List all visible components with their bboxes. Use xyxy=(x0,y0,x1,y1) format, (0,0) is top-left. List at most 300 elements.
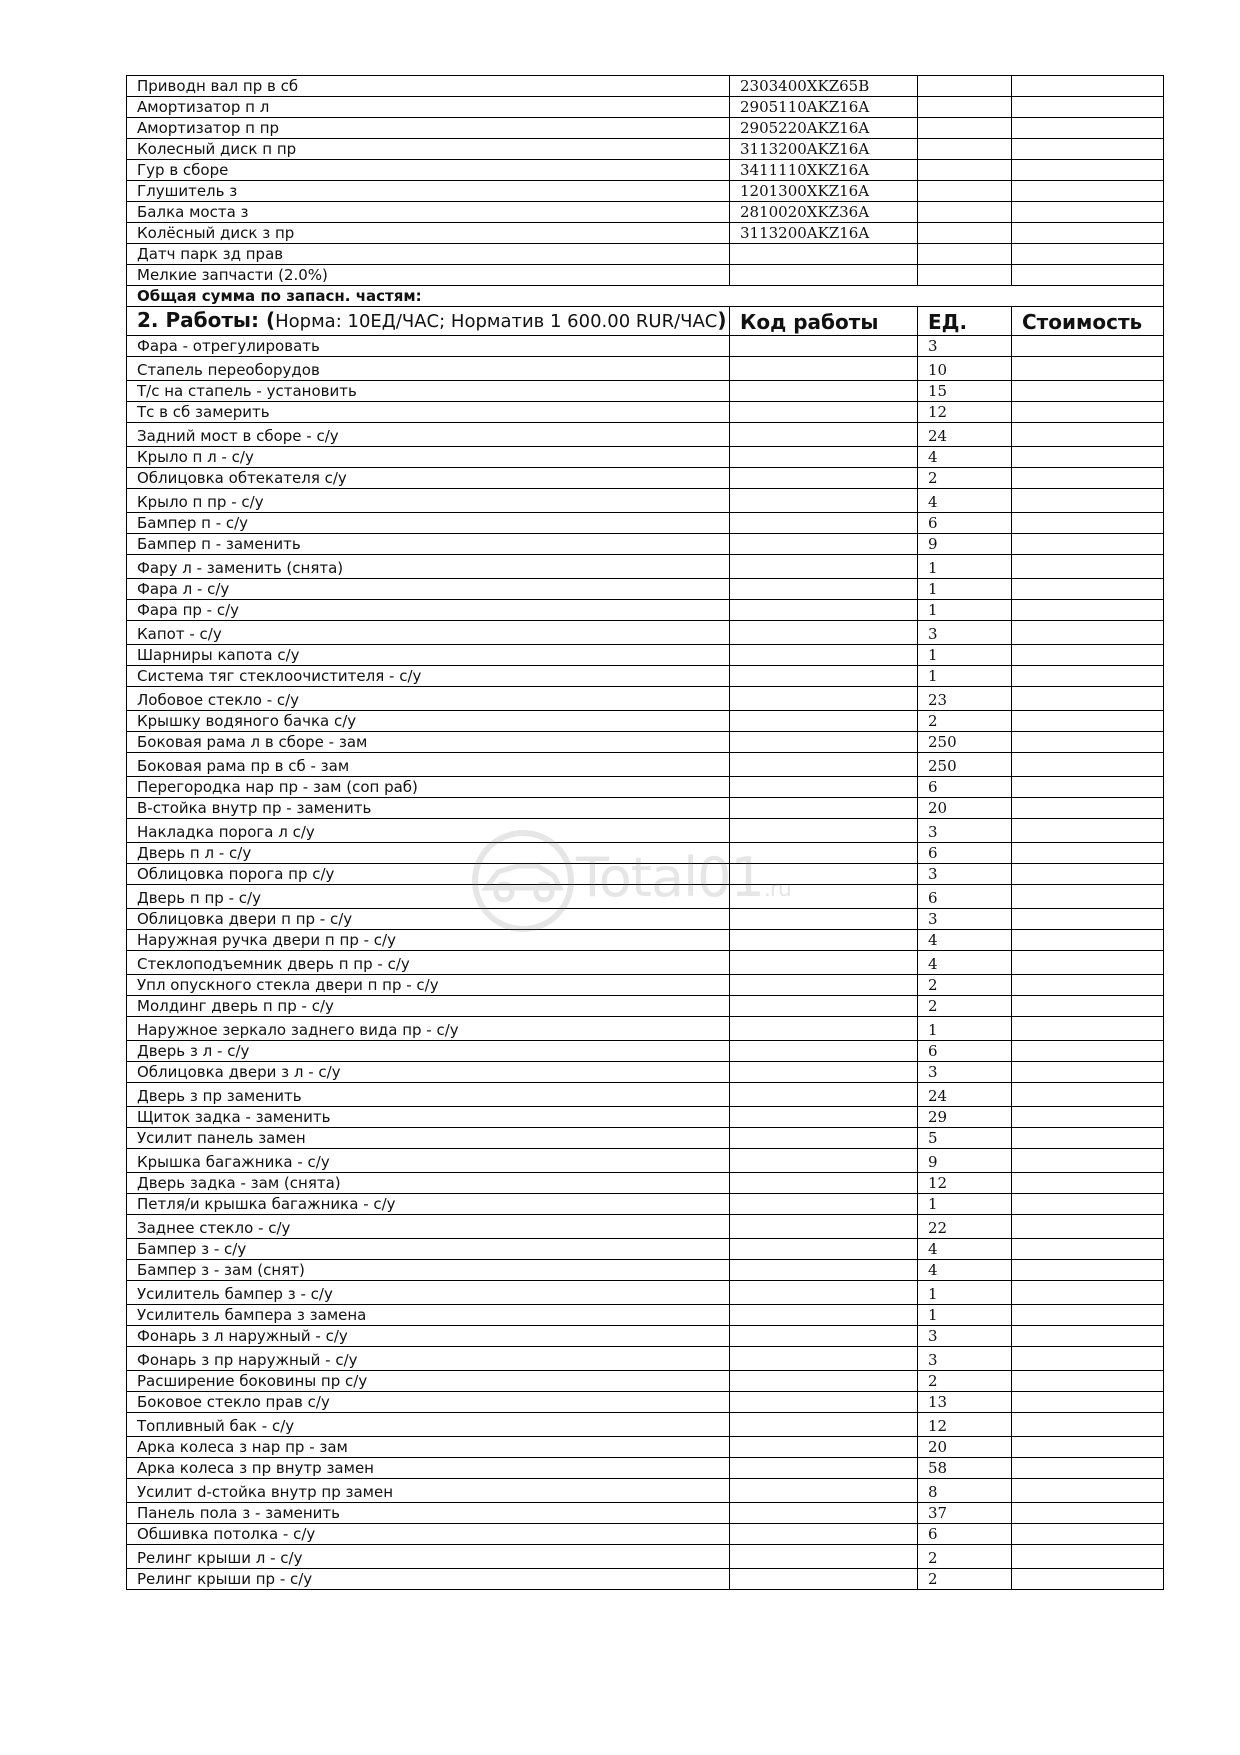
work-code xyxy=(730,885,918,909)
work-units: 2 xyxy=(918,996,1012,1017)
work-units: 1 xyxy=(918,1305,1012,1326)
work-name: Топливный бак - с/у xyxy=(127,1413,730,1437)
work-units: 2 xyxy=(918,1545,1012,1569)
work-units: 4 xyxy=(918,930,1012,951)
work-code xyxy=(730,975,918,996)
work-cost xyxy=(1012,1128,1164,1149)
work-row xyxy=(127,996,1164,1017)
work-units: 12 xyxy=(918,402,1012,423)
part-name: Мелкие запчасти (2.0%) xyxy=(127,265,730,286)
work-code xyxy=(730,843,918,864)
part-code xyxy=(730,265,918,286)
part-name: Датч парк зд прав xyxy=(127,244,730,265)
work-row xyxy=(127,1149,1164,1173)
work-name: Арка колеса з пр внутр замен xyxy=(127,1458,730,1479)
part-units xyxy=(918,118,1012,139)
work-row xyxy=(127,447,1164,468)
work-units: 6 xyxy=(918,513,1012,534)
work-row xyxy=(127,1437,1164,1458)
work-code xyxy=(730,996,918,1017)
work-cost xyxy=(1012,711,1164,732)
work-cost xyxy=(1012,402,1164,423)
work-code xyxy=(730,819,918,843)
works-header-row xyxy=(127,307,1164,336)
work-row xyxy=(127,975,1164,996)
work-row xyxy=(127,1173,1164,1194)
work-row xyxy=(127,621,1164,645)
work-code xyxy=(730,423,918,447)
work-units: 1 xyxy=(918,666,1012,687)
part-units xyxy=(918,181,1012,202)
work-cost xyxy=(1012,1215,1164,1239)
work-row xyxy=(127,777,1164,798)
part-units xyxy=(918,202,1012,223)
work-code xyxy=(730,1017,918,1041)
part-name: Колёсный диск з пр xyxy=(127,223,730,244)
work-code xyxy=(730,1128,918,1149)
works-title-close: ) xyxy=(717,308,727,332)
work-code xyxy=(730,579,918,600)
work-name: Усилит панель замен xyxy=(127,1128,730,1149)
work-units: 6 xyxy=(918,1524,1012,1545)
work-code xyxy=(730,1149,918,1173)
work-units: 3 xyxy=(918,864,1012,885)
work-code xyxy=(730,1215,918,1239)
work-units: 2 xyxy=(918,1569,1012,1590)
work-code xyxy=(730,1545,918,1569)
work-units: 4 xyxy=(918,489,1012,513)
work-units: 1 xyxy=(918,1194,1012,1215)
work-code xyxy=(730,1239,918,1260)
work-name: Дверь п л - с/у xyxy=(127,843,730,864)
work-cost xyxy=(1012,513,1164,534)
work-row xyxy=(127,843,1164,864)
work-units: 12 xyxy=(918,1173,1012,1194)
work-row xyxy=(127,1194,1164,1215)
work-code xyxy=(730,798,918,819)
watermark-brand: Total01 xyxy=(576,846,764,909)
work-row xyxy=(127,1062,1164,1083)
work-code xyxy=(730,468,918,489)
work-row xyxy=(127,1569,1164,1590)
work-row xyxy=(127,732,1164,753)
work-row xyxy=(127,1239,1164,1260)
work-row xyxy=(127,1503,1164,1524)
work-row xyxy=(127,1458,1164,1479)
work-units: 6 xyxy=(918,1041,1012,1062)
work-name: Дверь з л - с/у xyxy=(127,1041,730,1062)
work-cost xyxy=(1012,1545,1164,1569)
work-row xyxy=(127,1260,1164,1281)
work-name: Боковая рама л в сборе - зам xyxy=(127,732,730,753)
work-cost xyxy=(1012,1503,1164,1524)
work-name: Облицовка обтекателя с/у xyxy=(127,468,730,489)
work-units: 3 xyxy=(918,1326,1012,1347)
work-name: Релинг крыши л - с/у xyxy=(127,1545,730,1569)
work-name: Молдинг дверь п пр - с/у xyxy=(127,996,730,1017)
work-row xyxy=(127,885,1164,909)
work-row xyxy=(127,930,1164,951)
work-row xyxy=(127,753,1164,777)
work-name: Арка колеса з нар пр - зам xyxy=(127,1437,730,1458)
work-units: 1 xyxy=(918,600,1012,621)
part-row xyxy=(127,181,1164,202)
work-code xyxy=(730,621,918,645)
work-name: Фонарь з пр наружный - с/у xyxy=(127,1347,730,1371)
work-code xyxy=(730,1062,918,1083)
work-cost xyxy=(1012,621,1164,645)
work-cost xyxy=(1012,534,1164,555)
work-code xyxy=(730,1281,918,1305)
works-title: 2. Работы: ( xyxy=(137,308,276,332)
work-units: 6 xyxy=(918,777,1012,798)
work-cost xyxy=(1012,1569,1164,1590)
work-row xyxy=(127,357,1164,381)
work-cost xyxy=(1012,1305,1164,1326)
work-cost xyxy=(1012,1149,1164,1173)
work-row xyxy=(127,423,1164,447)
work-units: 4 xyxy=(918,1260,1012,1281)
work-row xyxy=(127,1215,1164,1239)
work-name: Усилитель бампера з замена xyxy=(127,1305,730,1326)
work-units: 9 xyxy=(918,1149,1012,1173)
part-cost xyxy=(1012,139,1164,160)
work-row xyxy=(127,1371,1164,1392)
part-cost xyxy=(1012,202,1164,223)
part-code: 2303400XKZ65B xyxy=(730,76,918,97)
work-code xyxy=(730,1371,918,1392)
work-name: Наружное зеркало заднего вида пр - с/у xyxy=(127,1017,730,1041)
work-code xyxy=(730,1437,918,1458)
work-units: 4 xyxy=(918,1239,1012,1260)
work-units: 6 xyxy=(918,885,1012,909)
work-row xyxy=(127,666,1164,687)
work-code xyxy=(730,1347,918,1371)
part-units xyxy=(918,97,1012,118)
part-row xyxy=(127,202,1164,223)
work-code xyxy=(730,336,918,357)
estimate-table xyxy=(126,75,1164,1590)
work-row xyxy=(127,1128,1164,1149)
works-title-cell xyxy=(127,307,730,336)
part-code xyxy=(730,244,918,265)
work-code xyxy=(730,1305,918,1326)
work-cost xyxy=(1012,1083,1164,1107)
work-cost xyxy=(1012,1062,1164,1083)
work-cost xyxy=(1012,600,1164,621)
work-name: Бампер з - с/у xyxy=(127,1239,730,1260)
work-units: 1 xyxy=(918,579,1012,600)
works-section xyxy=(127,336,1164,1590)
part-code: 1201300XKZ16A xyxy=(730,181,918,202)
work-name: Обшивка потолка - с/у xyxy=(127,1524,730,1545)
work-cost xyxy=(1012,336,1164,357)
work-units: 22 xyxy=(918,1215,1012,1239)
work-name: Тс в сб замерить xyxy=(127,402,730,423)
work-units: 2 xyxy=(918,468,1012,489)
work-name: Задний мост в сборе - с/у xyxy=(127,423,730,447)
work-row xyxy=(127,1083,1164,1107)
work-row xyxy=(127,1305,1164,1326)
work-cost xyxy=(1012,732,1164,753)
work-code xyxy=(730,1326,918,1347)
work-name: Стапель переоборудов xyxy=(127,357,730,381)
work-cost xyxy=(1012,864,1164,885)
work-cost xyxy=(1012,819,1164,843)
work-cost xyxy=(1012,777,1164,798)
parts-total-label: Общая сумма по запасн. частям: xyxy=(127,286,1164,307)
part-code: 3113200AKZ16A xyxy=(730,223,918,244)
work-units: 15 xyxy=(918,381,1012,402)
work-code xyxy=(730,447,918,468)
work-name: Фару л - заменить (снята) xyxy=(127,555,730,579)
work-name: Крыло п пр - с/у xyxy=(127,489,730,513)
work-cost xyxy=(1012,381,1164,402)
work-units: 12 xyxy=(918,1413,1012,1437)
part-code: 3411110XKZ16A xyxy=(730,160,918,181)
part-cost xyxy=(1012,181,1164,202)
work-code xyxy=(730,930,918,951)
work-row xyxy=(127,579,1164,600)
units-header: ЕД. xyxy=(918,307,1012,336)
part-name: Амортизатор п пр xyxy=(127,118,730,139)
work-code xyxy=(730,1524,918,1545)
work-name: Панель пола з - заменить xyxy=(127,1503,730,1524)
work-cost xyxy=(1012,489,1164,513)
work-code xyxy=(730,1194,918,1215)
work-code xyxy=(730,489,918,513)
work-row xyxy=(127,1413,1164,1437)
work-code-header: Код работы xyxy=(730,307,918,336)
work-name: В-стойка внутр пр - заменить xyxy=(127,798,730,819)
work-cost xyxy=(1012,1347,1164,1371)
work-units: 3 xyxy=(918,621,1012,645)
work-name: Наружная ручка двери п пр - с/у xyxy=(127,930,730,951)
part-name: Амортизатор п л xyxy=(127,97,730,118)
work-code xyxy=(730,600,918,621)
work-code xyxy=(730,777,918,798)
work-row xyxy=(127,819,1164,843)
work-code xyxy=(730,909,918,930)
work-code xyxy=(730,687,918,711)
work-cost xyxy=(1012,1107,1164,1128)
work-code xyxy=(730,1083,918,1107)
work-row xyxy=(127,1107,1164,1128)
work-name: Перегородка нар пр - зам (соп раб) xyxy=(127,777,730,798)
work-name: Крышка багажника - с/у xyxy=(127,1149,730,1173)
work-row xyxy=(127,798,1164,819)
work-cost xyxy=(1012,687,1164,711)
work-code xyxy=(730,732,918,753)
work-row xyxy=(127,489,1164,513)
work-name: Шарниры капота с/у xyxy=(127,645,730,666)
work-name: Облицовка двери п пр - с/у xyxy=(127,909,730,930)
work-cost xyxy=(1012,1326,1164,1347)
part-name: Гур в сборе xyxy=(127,160,730,181)
part-row xyxy=(127,76,1164,97)
work-cost xyxy=(1012,975,1164,996)
work-cost xyxy=(1012,753,1164,777)
work-units: 250 xyxy=(918,732,1012,753)
part-row xyxy=(127,160,1164,181)
part-units xyxy=(918,223,1012,244)
work-row xyxy=(127,909,1164,930)
work-row xyxy=(127,555,1164,579)
work-code xyxy=(730,1041,918,1062)
work-name: Лобовое стекло - с/у xyxy=(127,687,730,711)
work-units: 3 xyxy=(918,909,1012,930)
work-cost xyxy=(1012,909,1164,930)
work-cost xyxy=(1012,951,1164,975)
work-name: Релинг крыши пр - с/у xyxy=(127,1569,730,1590)
works-header-section xyxy=(127,307,1164,336)
work-code xyxy=(730,357,918,381)
work-units: 3 xyxy=(918,1347,1012,1371)
work-units: 3 xyxy=(918,1062,1012,1083)
work-units: 1 xyxy=(918,1017,1012,1041)
part-units xyxy=(918,244,1012,265)
work-code xyxy=(730,645,918,666)
part-code: 2905220AKZ16A xyxy=(730,118,918,139)
work-units: 29 xyxy=(918,1107,1012,1128)
work-units: 20 xyxy=(918,798,1012,819)
work-row xyxy=(127,1041,1164,1062)
work-row xyxy=(127,951,1164,975)
work-code xyxy=(730,555,918,579)
work-code xyxy=(730,666,918,687)
work-row xyxy=(127,600,1164,621)
work-code xyxy=(730,864,918,885)
work-units: 2 xyxy=(918,975,1012,996)
work-units: 13 xyxy=(918,1392,1012,1413)
work-row xyxy=(127,381,1164,402)
work-units: 5 xyxy=(918,1128,1012,1149)
work-row xyxy=(127,645,1164,666)
work-units: 23 xyxy=(918,687,1012,711)
work-cost xyxy=(1012,1524,1164,1545)
work-cost xyxy=(1012,1041,1164,1062)
part-cost xyxy=(1012,160,1164,181)
cost-header: Стоимость xyxy=(1012,307,1164,336)
work-code xyxy=(730,1107,918,1128)
work-row xyxy=(127,1545,1164,1569)
work-row xyxy=(127,864,1164,885)
work-cost xyxy=(1012,468,1164,489)
work-name: Дверь задка - зам (снята) xyxy=(127,1173,730,1194)
work-cost xyxy=(1012,843,1164,864)
work-name: Стеклоподъемник дверь п пр - с/у xyxy=(127,951,730,975)
work-code xyxy=(730,1392,918,1413)
work-name: Усилит d-стойка внутр пр замен xyxy=(127,1479,730,1503)
work-code xyxy=(730,1569,918,1590)
part-cost xyxy=(1012,244,1164,265)
work-row xyxy=(127,1524,1164,1545)
work-code xyxy=(730,534,918,555)
work-units: 4 xyxy=(918,447,1012,468)
work-name: Капот - с/у xyxy=(127,621,730,645)
part-name: Балка моста з xyxy=(127,202,730,223)
work-name: Дверь п пр - с/у xyxy=(127,885,730,909)
work-name: Т/с на стапель - установить xyxy=(127,381,730,402)
work-cost xyxy=(1012,1371,1164,1392)
work-code xyxy=(730,1503,918,1524)
work-name: Расширение боковины пр с/у xyxy=(127,1371,730,1392)
work-row xyxy=(127,468,1164,489)
work-name: Облицовка порога пр с/у xyxy=(127,864,730,885)
work-cost xyxy=(1012,1437,1164,1458)
work-code xyxy=(730,513,918,534)
part-cost xyxy=(1012,223,1164,244)
work-code xyxy=(730,711,918,732)
work-cost xyxy=(1012,1479,1164,1503)
work-name: Петля/и крышка багажника - с/у xyxy=(127,1194,730,1215)
work-row xyxy=(127,534,1164,555)
part-cost xyxy=(1012,97,1164,118)
work-cost xyxy=(1012,1260,1164,1281)
work-cost xyxy=(1012,1194,1164,1215)
work-units: 3 xyxy=(918,819,1012,843)
work-units: 37 xyxy=(918,1503,1012,1524)
part-name: Приводн вал пр в сб xyxy=(127,76,730,97)
parts-total-row xyxy=(127,286,1164,307)
work-cost xyxy=(1012,885,1164,909)
work-cost xyxy=(1012,579,1164,600)
work-row xyxy=(127,1017,1164,1041)
work-cost xyxy=(1012,1017,1164,1041)
work-code xyxy=(730,1173,918,1194)
work-name: Фара л - с/у xyxy=(127,579,730,600)
work-units: 24 xyxy=(918,1083,1012,1107)
work-code xyxy=(730,381,918,402)
work-name: Крыло п л - с/у xyxy=(127,447,730,468)
work-units: 8 xyxy=(918,1479,1012,1503)
work-name: Накладка порога л с/у xyxy=(127,819,730,843)
work-name: Боковая рама пр в сб - зам xyxy=(127,753,730,777)
part-row xyxy=(127,139,1164,160)
part-units xyxy=(918,139,1012,160)
work-code xyxy=(730,1479,918,1503)
work-cost xyxy=(1012,1392,1164,1413)
work-row xyxy=(127,402,1164,423)
work-name: Щиток задка - заменить xyxy=(127,1107,730,1128)
work-units: 24 xyxy=(918,423,1012,447)
work-cost xyxy=(1012,1173,1164,1194)
work-name: Бампер з - зам (снят) xyxy=(127,1260,730,1281)
work-name: Фара пр - с/у xyxy=(127,600,730,621)
work-cost xyxy=(1012,357,1164,381)
work-units: 3 xyxy=(918,336,1012,357)
part-cost xyxy=(1012,76,1164,97)
work-cost xyxy=(1012,930,1164,951)
work-cost xyxy=(1012,555,1164,579)
work-code xyxy=(730,753,918,777)
work-cost xyxy=(1012,447,1164,468)
work-code xyxy=(730,1458,918,1479)
work-units: 250 xyxy=(918,753,1012,777)
work-cost xyxy=(1012,1239,1164,1260)
work-name: Бампер п - заменить xyxy=(127,534,730,555)
part-row xyxy=(127,244,1164,265)
part-code: 3113200AKZ16A xyxy=(730,139,918,160)
work-cost xyxy=(1012,1458,1164,1479)
work-row xyxy=(127,1479,1164,1503)
work-units: 1 xyxy=(918,645,1012,666)
work-name: Фара - отрегулировать xyxy=(127,336,730,357)
part-code: 2905110AKZ16A xyxy=(730,97,918,118)
work-row xyxy=(127,1326,1164,1347)
work-code xyxy=(730,402,918,423)
part-units xyxy=(918,160,1012,181)
